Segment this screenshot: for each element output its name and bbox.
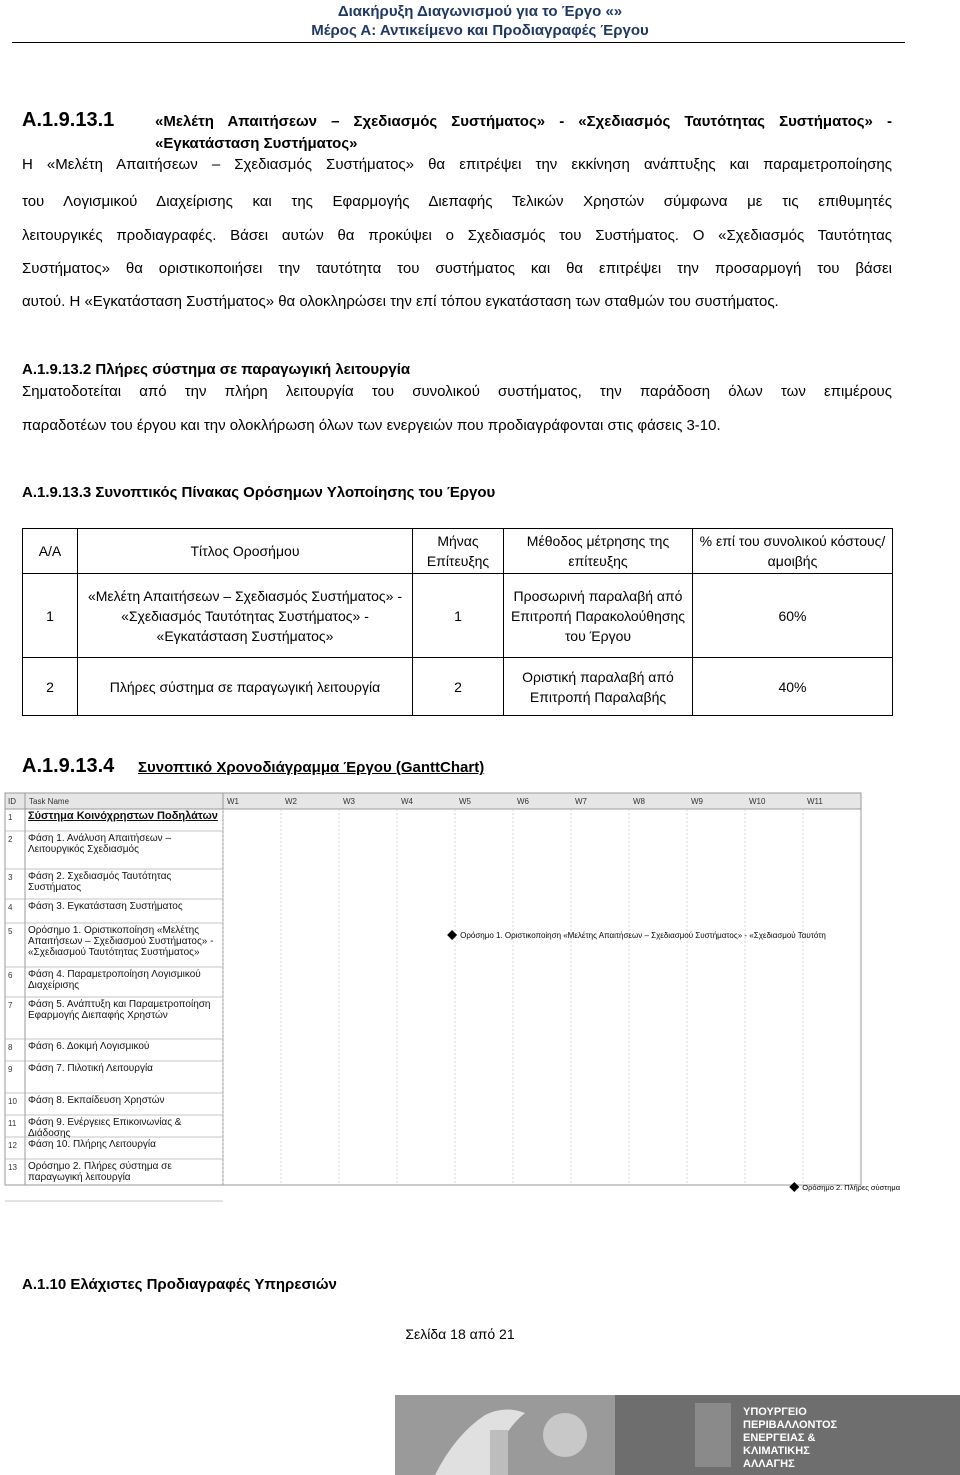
gantt-task-id: 4 [8, 903, 13, 912]
gantt-week-label: W11 [807, 797, 823, 806]
gantt-task-name: Φάση 10. Πλήρης Λειτουργία [28, 1139, 156, 1150]
milestones-table [22, 528, 893, 716]
table-row [23, 574, 893, 658]
gantt-task-name: Φάση 8. Εκπαίδευση Χρηστών [28, 1095, 165, 1106]
s1-line-2: του Λογισμικού Διαχείρισης και της Εφαρμογής Διεπαφής Τελικών Χρηστών σύμφωνα με τις επιθυμητές [22, 193, 892, 210]
s1-line-3: λειτουργικές προδιαγραφές. Βάσει αυτών θα προκύψει ο Σχεδιασμός του Συστήματος. Ο «Σχεδιασμός Ταυτότητας [22, 227, 892, 244]
gantt-col-id: ID [8, 797, 16, 806]
gantt-task-name-box [28, 811, 220, 831]
th-percent: % επί του συνολικού κόστους/ αμοιβής [693, 529, 893, 574]
s2-line-2: παραδοτέων του έργου και την ολοκλήρωση όλων των ενεργειών που προδιαγράφονται στις φάσεις 3-10. [22, 417, 721, 434]
gantt-week-label: W9 [691, 797, 703, 806]
gantt-task-name-box [28, 871, 220, 899]
gantt-task-name: Ορόσημο 1. Οριστικοποίηση «Μελέτης Απαιτήσεων – Σχεδιασμού Συστήματος» - «Σχεδιασμού Ταυτότητας Συστήματος» [28, 925, 214, 958]
logo-line-5: ΑΛΛΑΓΗΣ [743, 1458, 795, 1470]
s1-line-1: Η «Μελέτη Απαιτήσεων – Σχεδιασμός Συστήματος» θα επιτρέψει την εκκίνηση ανάπτυξης και παραμετροποίησης [22, 156, 892, 173]
document-subtitle: Μέρος Α: Αντικείμενο και Προδιαγραφές Έργου [311, 22, 649, 39]
tree-trunk-icon [490, 1430, 508, 1475]
gantt-task-name-box [28, 1161, 220, 1201]
cell-percent: 60% [693, 574, 893, 658]
gantt-task-name-box [28, 1063, 220, 1093]
th-month: Μήνας Επίτευξης [413, 529, 504, 574]
section-number-1: Α.1.9.13.1 [22, 109, 115, 131]
section-number-4: Α.1.9.13.4 [22, 755, 115, 777]
document-title: Διακήρυξη Διαγωνισμού για το Έργο «» [337, 3, 623, 20]
cell-month: 2 [413, 658, 504, 716]
s2-line-1: Σηματοδοτείται από την πλήρη λειτουργία του συνολικού συστήματος, την παράδοση όλων των επιμέρους [22, 383, 892, 400]
gantt-task-name-box [28, 901, 220, 923]
gantt-week-label: W5 [459, 797, 471, 806]
cell-aa: 2 [23, 658, 78, 716]
cell-percent: 40% [693, 658, 893, 716]
gantt-task-id: 12 [8, 1141, 17, 1150]
gantt-week-label: W3 [343, 797, 355, 806]
gantt-task-name: Ορόσημο 2. Πλήρες σύστημα σε παραγωγική λειτουργία [28, 1161, 172, 1183]
section-heading-2: Α.1.9.13.2 Πλήρες σύστημα σε παραγωγική λειτουργία [22, 361, 411, 378]
gantt-task-id: 11 [8, 1119, 17, 1128]
section-heading-3: Α.1.9.13.3 Συνοπτικός Πίνακας Ορόσημων Υλοποίησης του Έργου [22, 484, 496, 501]
gantt-task-name: Φάση 1. Ανάλυση Απαιτήσεων – Λειτουργικός Σχεδιασμός [28, 833, 172, 855]
gantt-week-label: W2 [285, 797, 297, 806]
gantt-task-name-box [28, 1117, 220, 1137]
th-title: Τίτλος Οροσήμου [78, 529, 413, 574]
s1-line-5: αυτού. Η «Εγκατάσταση Συστήματος» θα ολοκληρώσει την επί τόπου εγκατάσταση των σταθμών του συστήματος. [22, 293, 779, 310]
table-row [23, 658, 893, 716]
gantt-task-name-box [28, 1139, 220, 1159]
gantt-task-name-box [28, 925, 220, 967]
gantt-week-label: W10 [749, 797, 766, 806]
section-heading-4: Συνοπτικό Χρονοδιάγραμμα Έργου (GanttChart) [138, 759, 485, 776]
gantt-week-label: W1 [227, 797, 239, 806]
gantt-task-id: 5 [8, 927, 13, 936]
cell-aa: 1 [23, 574, 78, 658]
th-aa: Α/Α [23, 529, 78, 574]
gantt-task-name-box [28, 833, 220, 869]
gantt-task-id: 9 [8, 1065, 13, 1074]
emblem-icon [695, 1403, 731, 1467]
section-heading-1-line1: «Μελέτη Απαιτήσεων – Σχεδιασμός Συστήματος» - «Σχεδιασμός Ταυτότητας Συστήματος» - [155, 113, 892, 130]
section-heading-5: Α.1.10 Ελάχιστες Προδιαγραφές Υπηρεσιών [22, 1276, 337, 1293]
header-rule [12, 42, 905, 43]
logo-line-3: ΕΝΕΡΓΕΙΑΣ & [743, 1432, 816, 1444]
milestone-1-label: Ορόσημο 1. Οριστικοποίηση «Μελέτης Απαιτήσεων – Σχεδιασμού Συστήματος» - «Σχεδιασμού Ταυτότη [460, 931, 826, 940]
gantt-col-name: Task Name [29, 797, 70, 806]
gantt-task-name: Φάση 2. Σχεδιασμός Ταυτότητας Συστήματος [28, 871, 172, 893]
gantt-task-name: Φάση 3. Εγκατάσταση Συστήματος [28, 901, 183, 912]
section-heading-1-line2: «Εγκατάσταση Συστήματος» [155, 135, 358, 152]
cell-method: Προσωρινή παραλαβή από Επιτροπή Παρακολούθησης του Έργου [504, 574, 693, 658]
gantt-task-id: 13 [8, 1163, 17, 1172]
gantt-task-name: Φάση 6. Δοκιμή Λογισμικού [28, 1041, 150, 1052]
gantt-task-id: 8 [8, 1043, 13, 1052]
s1-line-4: Συστήματος» θα οριστικοποιήσει την ταυτότητα του συστήματος και θα επιτρέψει την προσαρμογή του βάσει [22, 260, 892, 277]
logo-line-1: ΥΠΟΥΡΓΕΙΟ [743, 1406, 807, 1418]
gantt-week-label: W7 [575, 797, 587, 806]
gantt-task-name: Φάση 4. Παραμετροποίηση Λογισμικού Διαχείρισης [28, 969, 201, 991]
gantt-task-id: 7 [8, 1001, 13, 1010]
gantt-task-name-box [28, 1095, 220, 1115]
gantt-task-name: Σύστημα Κοινόχρηστων Ποδηλάτων [28, 810, 218, 822]
gantt-task-id: 10 [8, 1097, 17, 1106]
globe-icon [543, 1413, 587, 1457]
gantt-task-id: 2 [8, 835, 13, 844]
gantt-task-id: 1 [8, 813, 13, 822]
table-header-row [23, 529, 893, 574]
logo-line-4: ΚΛΙΜΑΤΙΚΗΣ [743, 1445, 810, 1457]
gantt-task-name-box [28, 969, 220, 997]
page-number: Σελίδα 18 από 21 [405, 1326, 515, 1342]
ministry-logo [395, 1395, 960, 1475]
cell-month: 1 [413, 574, 504, 658]
gantt-task-name: Φάση 9. Ενέργειες Επικοινωνίας & Διάδοσης [28, 1117, 182, 1139]
milestone-2-label: Ορόσημο 2. Πλήρες σύστημα [802, 1183, 901, 1192]
gantt-task-id: 6 [8, 971, 13, 980]
gantt-task-name: Φάση 5. Ανάπτυξη και Παραμετροποίηση Εφαρμογής Διεπαφής Χρηστών [28, 999, 211, 1021]
gantt-task-name-box [28, 1041, 220, 1061]
gantt-week-label: W8 [633, 797, 645, 806]
cell-method: Οριστική παραλαβή από Επιτροπή Παραλαβής [504, 658, 693, 716]
gantt-week-label: W4 [401, 797, 413, 806]
logo-line-2: ΠΕΡΙΒΑΛΛΟΝΤΟΣ [743, 1419, 838, 1431]
cell-title: Πλήρες σύστημα σε παραγωγική λειτουργία [78, 658, 413, 716]
th-method: Μέθοδος μέτρησης της επίτευξης [504, 529, 693, 574]
gantt-task-name: Φάση 7. Πιλοτική Λειτουργία [28, 1063, 153, 1074]
gantt-task-id: 3 [8, 873, 13, 882]
gantt-task-name-box [28, 999, 220, 1039]
gantt-week-label: W6 [517, 797, 529, 806]
gantt-chart [5, 793, 901, 1192]
cell-title: «Μελέτη Απαιτήσεων – Σχεδιασμός Συστήματος» - «Σχεδιασμός Ταυτότητας Συστήματος» - «Εγκατάσταση Συστήματος» [78, 574, 413, 658]
gantt-header [5, 793, 861, 809]
